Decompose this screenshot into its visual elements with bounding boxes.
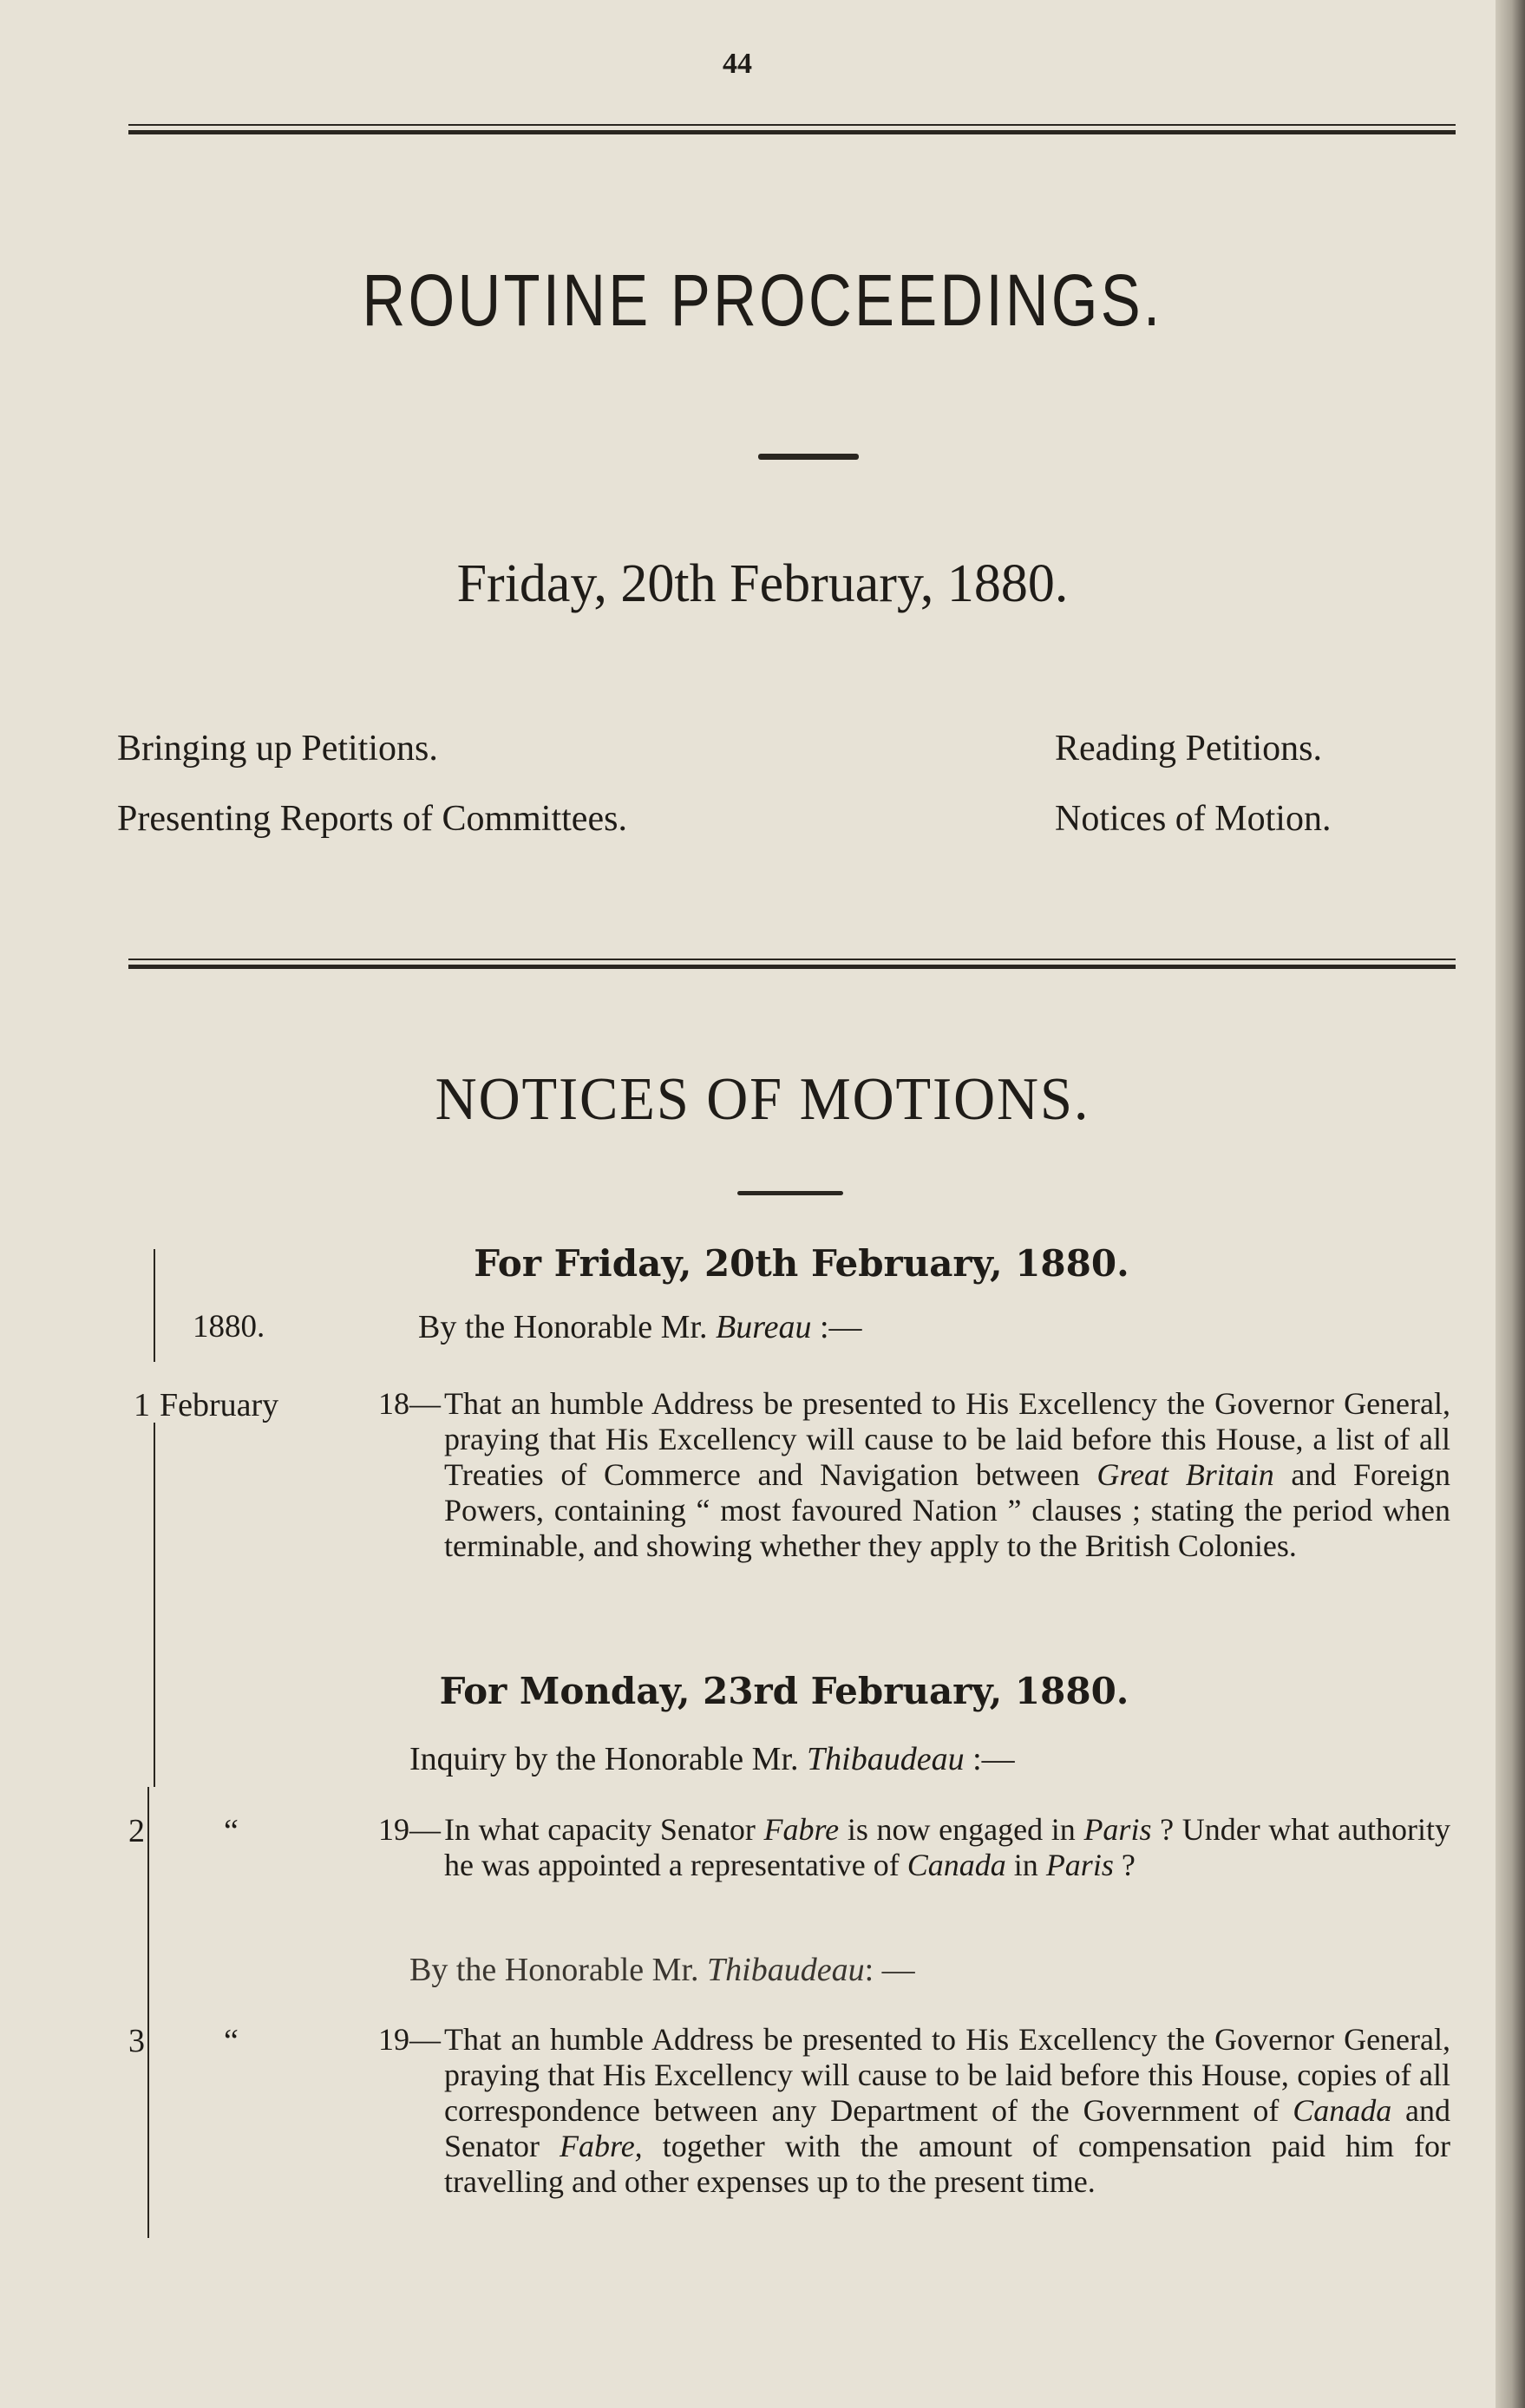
motion-text-2 xyxy=(378,1812,1450,1883)
motion-text-italic: Paris xyxy=(1083,1812,1152,1847)
by-line-prefix: By the Honorable Mr. xyxy=(418,1309,717,1345)
motion-date-label: February xyxy=(160,1387,279,1423)
margin-line xyxy=(154,1423,155,1787)
motion-number: 1 xyxy=(134,1387,150,1423)
motion-text-1 xyxy=(378,1386,1451,1564)
by-line-prefix: Inquiry by the Honorable Mr. xyxy=(409,1741,808,1777)
senator-name: Bureau xyxy=(716,1309,812,1345)
motion-text-part: That an humble Address be presented to His Excellency the Governor General, praying that His Excellency will cause to be laid before this House, copies of all correspondence between any Department of the Government of xyxy=(444,2022,1450,2128)
section-title: NOTICES OF MOTIONS. xyxy=(435,1066,1090,1133)
by-line-thibaudeau xyxy=(409,1951,915,1989)
title-dash xyxy=(758,454,859,460)
by-line-bureau xyxy=(418,1308,862,1346)
motion-text-italic: Canada xyxy=(1293,2093,1392,2128)
page-number: 44 xyxy=(723,48,752,80)
motion-text-italic: Great Britain xyxy=(1096,1457,1274,1492)
motion-lead: 19— xyxy=(378,1812,441,1847)
year-label: 1880. xyxy=(193,1309,265,1345)
motion-text-part: in xyxy=(1005,1848,1046,1882)
day-heading-friday: For Friday, 20th February, 1880. xyxy=(474,1242,1129,1285)
section-dash xyxy=(737,1191,843,1195)
motion-text-part: ? xyxy=(1113,1848,1136,1882)
middle-double-rule xyxy=(128,959,1456,971)
senator-name: Thibaudeau xyxy=(707,1952,865,1988)
day-heading-monday: For Monday, 23rd February, 1880. xyxy=(439,1670,1129,1712)
page-edge xyxy=(1496,0,1525,2408)
motion-text-part: and Foreign Powers, containing “ most favoured Nation ” clauses ; stating the period when terminable, and showing whether they apply to the British Colonies. xyxy=(444,1457,1451,1563)
inquiry-line-thibaudeau xyxy=(409,1740,1015,1778)
motion-lead: 19— xyxy=(378,2022,441,2057)
by-line-suffix: :— xyxy=(964,1741,1015,1777)
motion-text-italic: Fabre, xyxy=(560,2129,643,2163)
ditto-mark: “ xyxy=(224,1813,239,1849)
order-item-reading-petitions: Reading Petitions. xyxy=(1055,729,1322,769)
motion-text-part: and Senator xyxy=(444,2093,1451,2163)
motion-text-italic: Canada xyxy=(906,1848,1006,1882)
senator-name: Thibaudeau xyxy=(807,1741,965,1777)
motion-text-part: In what capacity Senator xyxy=(444,1812,764,1847)
motion-lead: 18— xyxy=(378,1386,441,1421)
date-heading: Friday, 20th February, 1880. xyxy=(456,554,1069,613)
motion-number: 3 xyxy=(128,2023,145,2059)
margin-line xyxy=(147,1787,149,1856)
margin-line xyxy=(147,1856,149,2238)
order-item-bringing-petitions: Bringing up Petitions. xyxy=(117,729,438,769)
motion-text-part: together with the amount of compensation paid him for travelling and other expenses up to the present time. xyxy=(444,2129,1450,2199)
motion-text-3 xyxy=(378,2022,1451,2200)
motion-text-part: is now engaged in xyxy=(839,1812,1084,1847)
ditto-mark: “ xyxy=(224,2023,239,2059)
order-item-presenting-reports: Presenting Reports of Committees. xyxy=(117,799,627,839)
order-item-notices-of-motion: Notices of Motion. xyxy=(1055,799,1332,839)
by-line-suffix: : — xyxy=(864,1952,915,1988)
motion-text-part: ? Under what authority he was appointed a representative of xyxy=(444,1812,1450,1882)
by-line-prefix: By the Honorable Mr. xyxy=(409,1952,708,1988)
motion-number: 2 xyxy=(128,1813,145,1849)
motion-text-italic: Paris xyxy=(1045,1848,1114,1882)
page-title: ROUTINE PROCEEDINGS. xyxy=(362,259,1163,341)
top-double-rule xyxy=(128,124,1456,136)
by-line-suffix: :— xyxy=(811,1309,862,1345)
motion-text-italic: Fabre xyxy=(763,1812,840,1847)
motion-text-part: That an humble Address be presented to His Excellency the Governor General, praying that His Excellency will cause to be laid before this House, a list of all Treaties of Commerce and Navigation between xyxy=(444,1386,1450,1492)
